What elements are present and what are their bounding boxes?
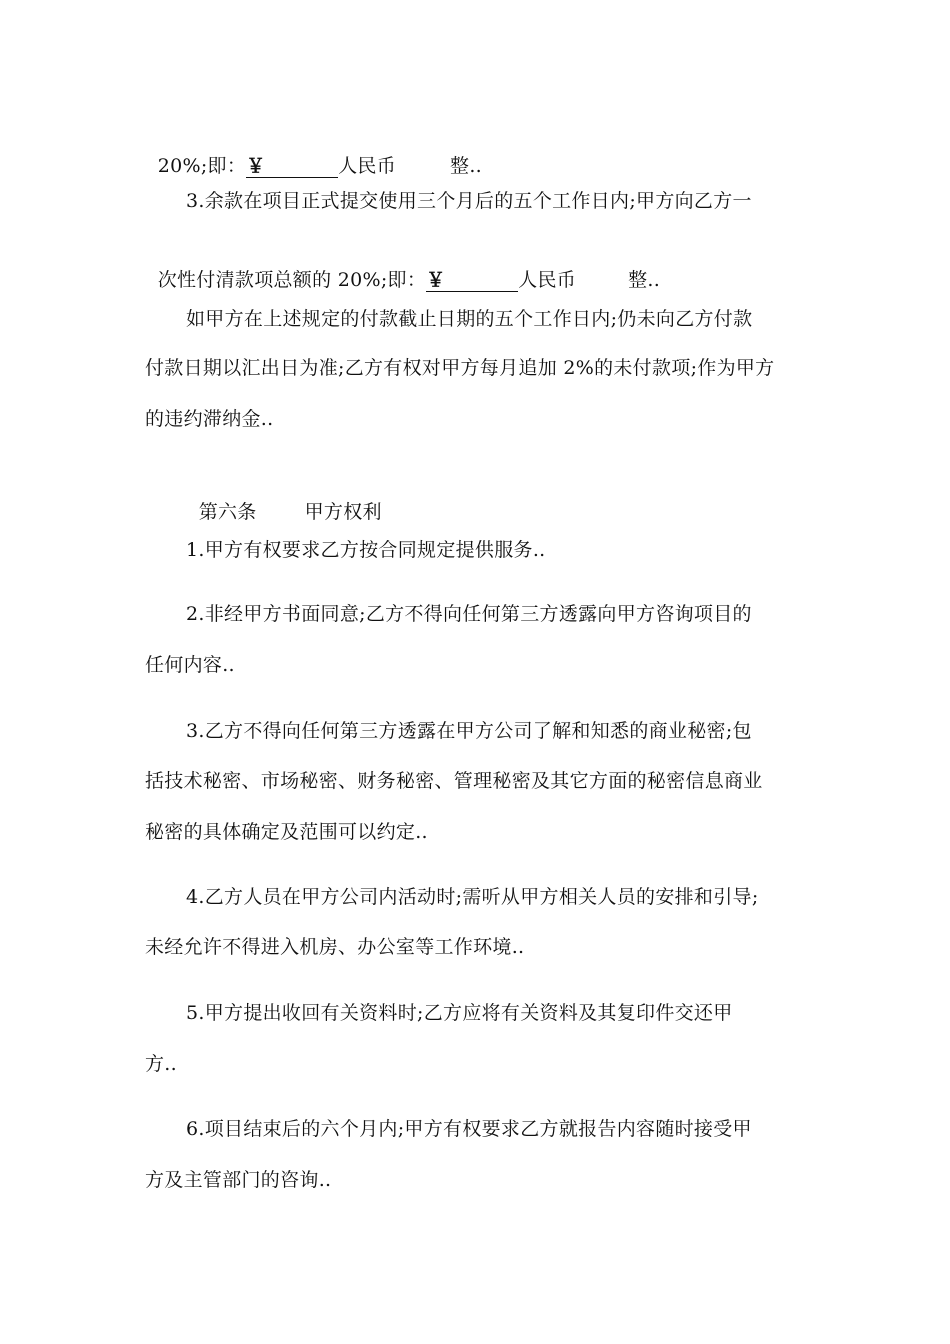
article-6-item-5-line-2: 方.. [145, 1053, 177, 1075]
article-6-item-3-line-3: 秘密的具体确定及范围可以约定.. [145, 821, 428, 843]
payment-item-3-line-1: 3.余款在项目正式提交使用三个月后的五个工作日内;甲方向乙方一 [186, 190, 752, 212]
payment-item-3-prefix: 次性付清款项总额的 20%;即： [157, 269, 427, 291]
article-6-item-6-line-1: 6.项目结束后的六个月内;甲方有权要求乙方就报告内容随时接受甲 [186, 1118, 752, 1140]
article-6-title: 甲方权利 [304, 501, 382, 523]
article-6-item-5-line-1: 5.甲方提出收回有关资料时;乙方应将有关资料及其复印件交还甲 [186, 1002, 733, 1024]
penalty-line-2: 付款日期以汇出日为准;乙方有权对甲方每月追加 2%的未付款项;作为甲方 [145, 357, 775, 379]
article-6-item-2-line-2: 任何内容.. [145, 654, 235, 676]
penalty-line-3: 的违约滞纳金.. [145, 408, 274, 430]
whole-suffix: 整.. [628, 269, 661, 291]
currency-label: 人民币 [338, 155, 397, 177]
yen-symbol: ￥ [426, 269, 446, 291]
payment-line-1 [145, 124, 482, 180]
article-6-item-6-line-2: 方及主管部门的咨询.. [145, 1169, 332, 1191]
article-6-item-1: 1.甲方有权要求乙方按合同规定提供服务.. [186, 539, 546, 561]
article-6-item-2-line-1: 2.非经甲方书面同意;乙方不得向任何第三方透露向甲方咨询项目的 [186, 603, 752, 625]
payment-item-3-line-2 [145, 238, 660, 294]
payment-percent-text: 20%;即： [157, 155, 247, 177]
article-6-item-3-line-2: 括技术秘密、市场秘密、财务秘密、管理秘密及其它方面的秘密信息商业 [145, 770, 763, 792]
amount-blank-2 [426, 269, 518, 292]
article-6-item-3-line-1: 3.乙方不得向任何第三方透露在甲方公司了解和知悉的商业秘密;包 [186, 720, 752, 742]
amount-blank-1 [246, 155, 338, 178]
yen-symbol: ￥ [246, 155, 266, 177]
penalty-line-1: 如甲方在上述规定的付款截止日期的五个工作日内;仍未向乙方付款 [186, 308, 753, 330]
article-6-number: 第六条 [198, 501, 257, 523]
currency-label: 人民币 [518, 269, 577, 291]
article-6-heading [186, 470, 382, 526]
article-6-item-4-line-1: 4.乙方人员在甲方公司内活动时;需听从甲方相关人员的安排和引导; [186, 886, 759, 908]
whole-suffix: 整.. [450, 155, 483, 177]
article-6-item-4-line-2: 未经允许不得进入机房、办公室等工作环境.. [145, 936, 525, 958]
